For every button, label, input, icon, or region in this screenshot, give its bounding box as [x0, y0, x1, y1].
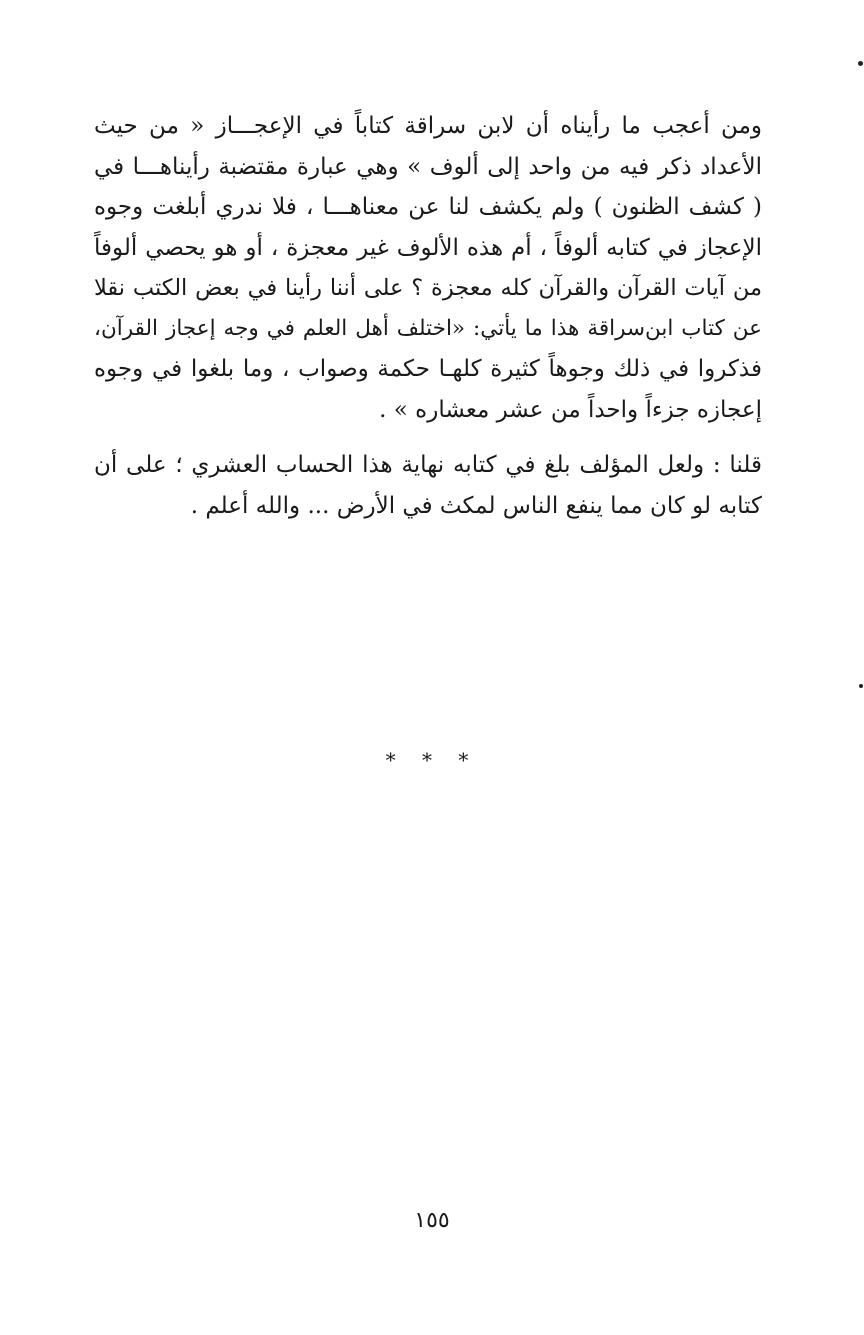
margin-dot: [859, 684, 863, 688]
text-line: ومن أعجب ما رأيناه أن لابن سراقة كتاباً في الإعجـــاز « من حيث: [94, 113, 762, 139]
section-separator: * * *: [385, 748, 479, 772]
text-line: فذكروا في ذلك وجوهاً كثيرة كلهـا حكمة وصواب ، وما بلغوا في وجوه: [94, 356, 762, 382]
text-line: إعجازه جزءاً واحداً من عشر معشاره » .: [379, 396, 762, 423]
text-line: ( كشف الظنون ) ولم يكشف لنا عن معناهـــا ، فلا ندري أبلغت وجوه: [94, 194, 762, 220]
text-line: الإعجاز في كتابه ألوفاً ، أم هذه الألوف غير معجزة ، أو هو يحصي ألوفاً: [94, 234, 762, 261]
paragraph: [94, 106, 762, 430]
text-line: عن كتاب ابن‌سراقة هذا ما يأتي: «اختلف أهل العلم في وجه إعجاز القرآن،: [94, 315, 762, 341]
text-line: الأعداد ذكر فيه من واحد إلى ألوف » وهي عبارة مقتضبة رأيناهـــا في: [94, 153, 762, 180]
text-line: قلنا : ولعل المؤلف بلغ في كتابه نهاية هذا الحساب العشري ؛ على أن: [94, 452, 762, 478]
margin-dot: [858, 61, 863, 66]
text-line: كتابه لو كان مما ينفع الناس لمكث في الأرض ... والله أعلم .: [190, 492, 762, 519]
text-line: من آيات القرآن والقرآن كله معجزة ؟ على أننا رأينا في بعض الكتب نقلا: [94, 275, 762, 301]
page-number: ١٥٥: [414, 1208, 450, 1233]
paragraph: [94, 445, 762, 526]
